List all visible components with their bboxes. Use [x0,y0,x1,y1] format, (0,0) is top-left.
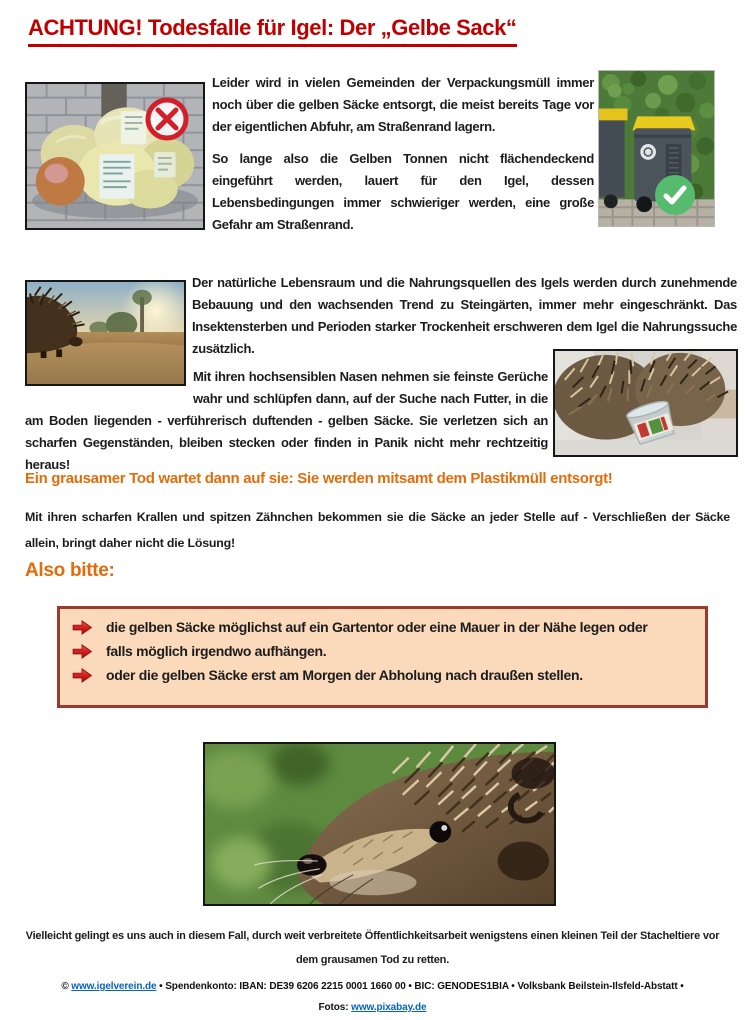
request-heading: Also bitte: [25,560,115,581]
footer-line-1 [0,976,745,997]
red-arrow-icon [72,668,96,683]
igelverein-link[interactable]: www.igelverein.de [71,981,157,992]
photos-label: Fotos: [318,1002,352,1013]
footer-details: • Spendenkonto: IBAN: DE39 6206 2215 0001 1660 00 • BIC: GENODES1BIA • Volksbank Beilstein-Ilsfeld-Abstatt • [156,981,684,992]
page-title: ACHTUNG! Todesfalle für Igel: Der „Gelbe Sack“ [28,14,517,47]
habitat-paragraph-1: Der natürliche Lebensraum und die Nahrungsquellen des Igels werden durch zunehmende Bebauung und den wachsenden Trend zu Steingärten, immer mehr eingeschränkt. Das Insektensterben und Perioden starker Trockenheit erschweren dem Igel die Nahrungssuche zusätzlich. [192,275,737,356]
advice-item [70,640,695,663]
green-check-circle-icon [655,175,695,215]
advice-item-text: oder die gelben Säcke erst am Morgen der Abholung nach draußen stellen. [106,667,583,683]
footer-copyright [0,976,745,1018]
footer-line-2 [0,997,745,1018]
photo-hedgehog-plastic-cup [553,349,738,457]
closing-paragraph: Vielleicht gelingt es uns auch in diesem Fall, durch weit verbreitete Öffentlichkeitsarbeit wenigstens einen kleinen Teil der Stacheltiere vor dem grausamen Tod zu retten. [25,930,720,966]
warning-headline: Ein grausamer Tod wartet dann auf sie: Sie werden mitsamt dem Plastikmüll entsorgt! [25,470,613,487]
text-wrap-spacer [25,366,193,390]
advice-item [70,616,695,639]
claws-paragraph: Mit ihren scharfen Krallen und spitzen Zähnchen bekommen sie die Säcke an jeder Stelle auf - Verschließen der Säcke allein, bringt daher nicht die Lösung! [25,510,730,550]
advice-item-text: falls möglich irgendwo aufhängen. [106,643,327,659]
red-arrow-icon [72,620,96,635]
hedgehog-closeup-illustration [205,744,554,904]
advice-box [57,606,708,708]
noses-paragraph: Mit ihren hochsensiblen Nasen nehmen sie feinste Gerüche wahr und schlüpfen dann, auf der Suche nach Futter, in die am Boden liegenden - verführerisch duftenden - gelben Säcke. Sie verletzen sich an scharfen Gegenständen, bleiben stecken oder finden in Panik nicht mehr rechtzeitig heraus! [25,369,548,472]
red-arrow-icon [72,644,96,659]
photo-yellow-sacks-pile [25,82,205,230]
advice-item-text: die gelben Säcke möglichst auf ein Gartentor oder eine Mauer in der Nähe legen oder [106,619,648,635]
noses-text-block [25,366,548,476]
photo-hedgehog-closeup [203,742,556,906]
pixabay-link[interactable]: www.pixabay.de [351,1002,427,1013]
intro-text-block [212,72,594,246]
intro-paragraph-2: So lange also die Gelben Tonnen nicht flächendeckend eingeführt werden, lauert für den Igel, dessen Lebensbedingungen immer schwieriger werden, eine große Gefahr am Straßenrand. [212,151,594,232]
copyright-symbol: © [61,981,72,992]
red-cross-circle-icon [145,97,189,141]
photo-yellow-lid-bins [598,70,715,227]
advice-item [70,664,695,687]
intro-paragraph-1: Leider wird in vielen Gemeinden der Verpackungsmüll immer noch über die gelben Säcke entsorgt, die meist bereits Tage vor der eigentlichen Abfuhr, am Straßenrand lagern. [212,75,594,134]
hedgehog-plastic-cup-illustration [555,351,736,455]
